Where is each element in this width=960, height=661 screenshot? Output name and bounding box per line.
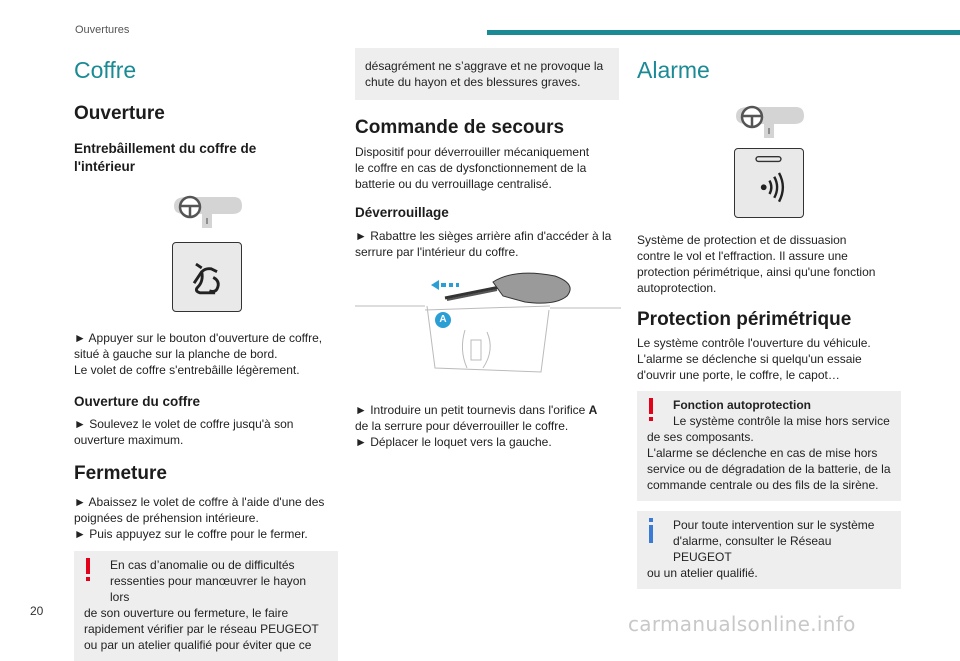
text-dispositif-2: le coffre en cas de dysfonctionnement de la — [355, 161, 587, 175]
warning-text-2: ressenties pour manœuvrer le hayon lors — [110, 574, 307, 604]
warning-exclamation-icon — [646, 398, 656, 426]
text-abaissez-1: ► Abaissez le volet de coffre à l'aide d'une des — [74, 495, 325, 509]
section-title-coffre: Coffre — [74, 57, 137, 83]
heading-ouverture: Ouverture — [74, 103, 165, 124]
text-rabattre-2: serrure par l'intérieur du coffre. — [355, 245, 519, 259]
warning-cont-text-1: désagrément ne s’aggrave et ne provoque la — [365, 59, 604, 73]
text-abaissez-2: poignées de préhension intérieure. — [74, 511, 259, 525]
warning-cont-text-2: chute du hayon et des blessures graves. — [365, 75, 581, 89]
text-soulevez-1: ► Soulevez le volet de coffre jusqu'à son — [74, 417, 294, 431]
warning-box-anomalie — [74, 551, 338, 661]
text-soulevez-2: ouverture maximum. — [74, 433, 184, 447]
text-appuyer-2: situé à gauche sur la planche de bord. — [74, 347, 278, 361]
text-systeme-2: contre le vol et l'effraction. Il assure une — [637, 249, 848, 263]
info-icon — [646, 518, 656, 548]
steering-wheel-icon — [172, 194, 242, 230]
lock-screwdriver-illustration — [355, 270, 621, 378]
header-accent-bar — [487, 30, 960, 35]
text-rabattre-1: ► Rabattre les sièges arrière afin d'accéder à la — [355, 229, 612, 243]
text-introduire-1: ► Introduire un petit tournevis dans l'orifice — [355, 403, 586, 417]
text-controle-1: Le système contrôle l'ouverture du véhicule. — [637, 336, 871, 350]
column-commande-secours — [355, 48, 621, 450]
text-controle-2: L'alarme se déclenche si quelqu'un essaie — [637, 352, 862, 366]
text-systeme-3: protection périmétrique, ainsi qu'une fonction — [637, 265, 876, 279]
heading-protection-perimetrique: Protection périmétrique — [637, 309, 852, 330]
warning-text-4: rapidement vérifier par le réseau PEUGEOT — [84, 622, 319, 636]
trunk-release-button-icon — [172, 242, 242, 312]
text-deplacer: ► Déplacer le loquet vers la gauche. — [355, 435, 552, 449]
text-appuyer-3: Le volet de coffre s'entrebâille légèrement. — [74, 363, 300, 377]
warning-exclamation-icon — [83, 558, 93, 586]
text-introduire-a: A — [588, 403, 598, 417]
page-number: 20 — [30, 604, 44, 618]
warning-text-4: service ou de dégradation de la batterie, de la — [647, 462, 891, 476]
info-text-2: d'alarme, consulter le Réseau PEUGEOT — [673, 534, 832, 564]
warning-text-1: Le système contrôle la mise hors service — [673, 414, 890, 428]
callout-a: A — [435, 312, 451, 328]
info-text-1: Pour toute intervention sur le système — [673, 518, 875, 532]
warning-title: Fonction autoprotection — [673, 398, 811, 412]
info-text-3: ou un atelier qualifié. — [647, 566, 758, 580]
heading-commande-de-secours: Commande de secours — [355, 117, 565, 138]
heading-fermeture: Fermeture — [74, 463, 167, 484]
text-systeme-1: Système de protection et de dissuasion — [637, 233, 847, 247]
warning-text-3: L'alarme se déclenche en cas de mise hors — [647, 446, 878, 460]
warning-text-5: commande centrale ou des fils de la sirène. — [647, 478, 879, 492]
watermark: carmanualsonline.info — [628, 612, 856, 636]
text-puis: ► Puis appuyez sur le coffre pour le fermer. — [74, 527, 308, 541]
heading-ouverture-du-coffre: Ouverture du coffre — [74, 394, 201, 409]
section-title-alarme: Alarme — [637, 57, 710, 83]
warning-text-1: En cas d’anomalie ou de difficultés — [110, 558, 295, 572]
column-alarme — [637, 48, 903, 589]
text-systeme-4: autoprotection. — [637, 281, 717, 295]
text-appuyer-1: ► Appuyer sur le bouton d'ouverture de coffre, — [74, 331, 323, 345]
text-dispositif-1: Dispositif pour déverrouiller mécaniquement — [355, 145, 590, 159]
info-box-intervention — [637, 511, 901, 589]
column-coffre — [74, 48, 340, 661]
arrow-left-icon — [429, 278, 469, 288]
header-section-title: Ouvertures — [75, 24, 130, 36]
warning-text-5: ou par un atelier qualifié pour éviter que ce — [84, 638, 312, 652]
warning-box-continued — [355, 48, 619, 100]
alarm-button-icon — [734, 148, 804, 218]
text-introduire-2: de la serrure pour déverrouiller le coffre. — [355, 419, 569, 433]
warning-text-2: de ses composants. — [647, 430, 754, 444]
warning-text-3: de son ouverture ou fermeture, le faire — [84, 606, 289, 620]
heading-deverrouillage: Déverrouillage — [355, 205, 449, 220]
warning-box-autoprotection — [637, 391, 901, 501]
text-dispositif-3: batterie ou du verrouillage centralisé. — [355, 177, 552, 191]
heading-entrebaillement: Entrebâillement du coffre de l'intérieur — [74, 141, 257, 174]
steering-wheel-icon — [734, 104, 804, 140]
text-controle-3: d'ouvrir une porte, le coffre, le capot… — [637, 368, 840, 382]
